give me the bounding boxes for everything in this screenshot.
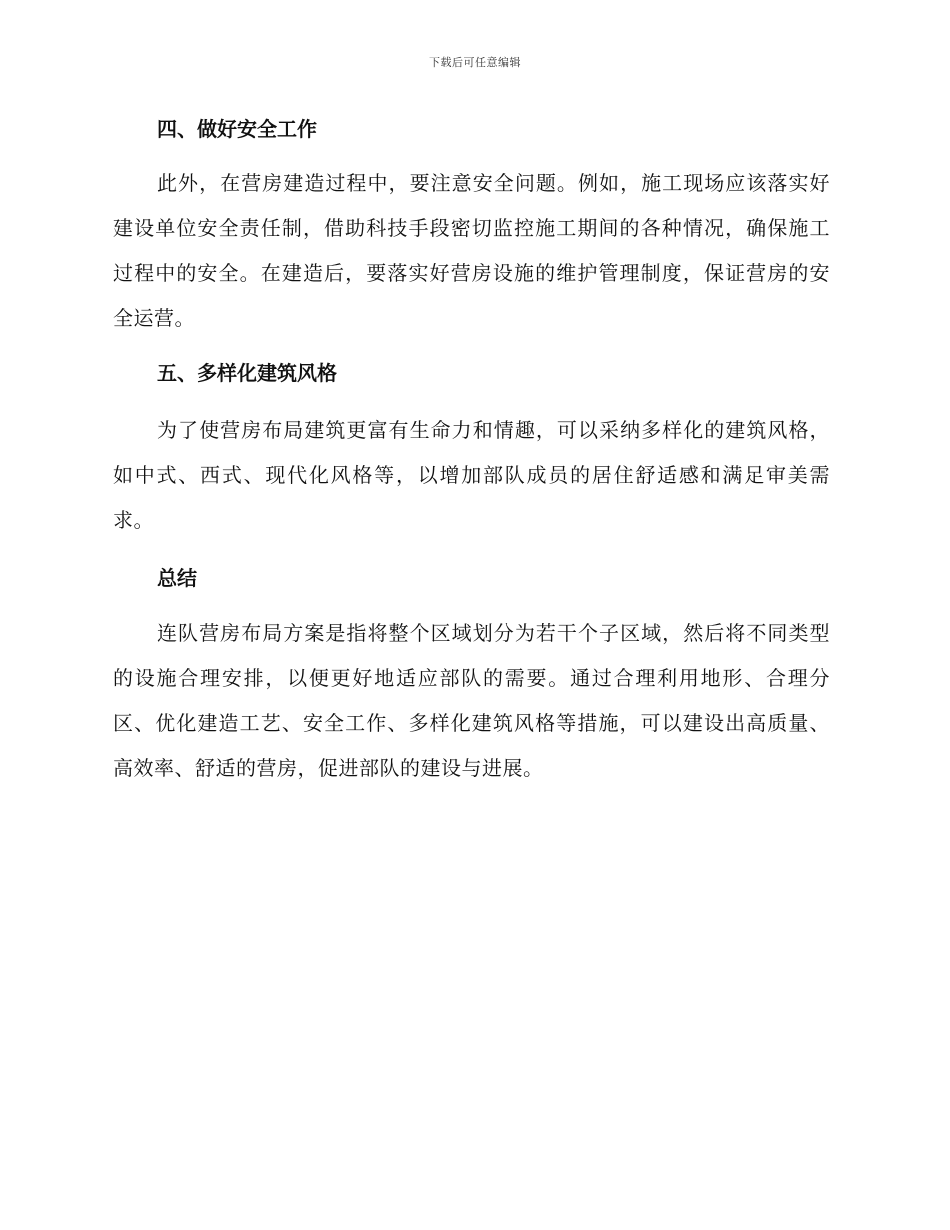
section-paragraph-safety: 此外，在营房建造过程中，要注意安全问题。例如，施工现场应该落实好建设单位安全责任制，借助科技手段密切监控施工期间的各种情况，确保施工过程中的安全。在建造后，要落实好营房设施的维护管理制度，保证营房的安全运营。 <box>113 171 830 330</box>
section-paragraph-summary: 连队营房布局方案是指将整个区域划分为若干个子区域，然后将不同类型的设施合理安排，以便更好地适应部队的需要。通过合理利用地形、合理分区、优化建造工艺、安全工作、多样化建筑风格等措施，可以建设出高质量、高效率、舒适的营房，促进部队的建设与进展。 <box>113 621 830 780</box>
section-heading-architecture-style: 五、多样化建筑风格 <box>157 361 337 385</box>
section-heading-summary: 总结 <box>157 566 197 590</box>
page-header: 下载后可任意编辑 <box>429 56 521 69</box>
document-body <box>113 112 830 791</box>
section-paragraph-architecture-style: 为了使营房布局建筑更富有生命力和情趣，可以采纳多样化的建筑风格，如中式、西式、现代化风格等，以增加部队成员的居住舒适感和满足审美需求。 <box>113 418 830 532</box>
section-heading-safety: 四、做好安全工作 <box>157 117 317 141</box>
